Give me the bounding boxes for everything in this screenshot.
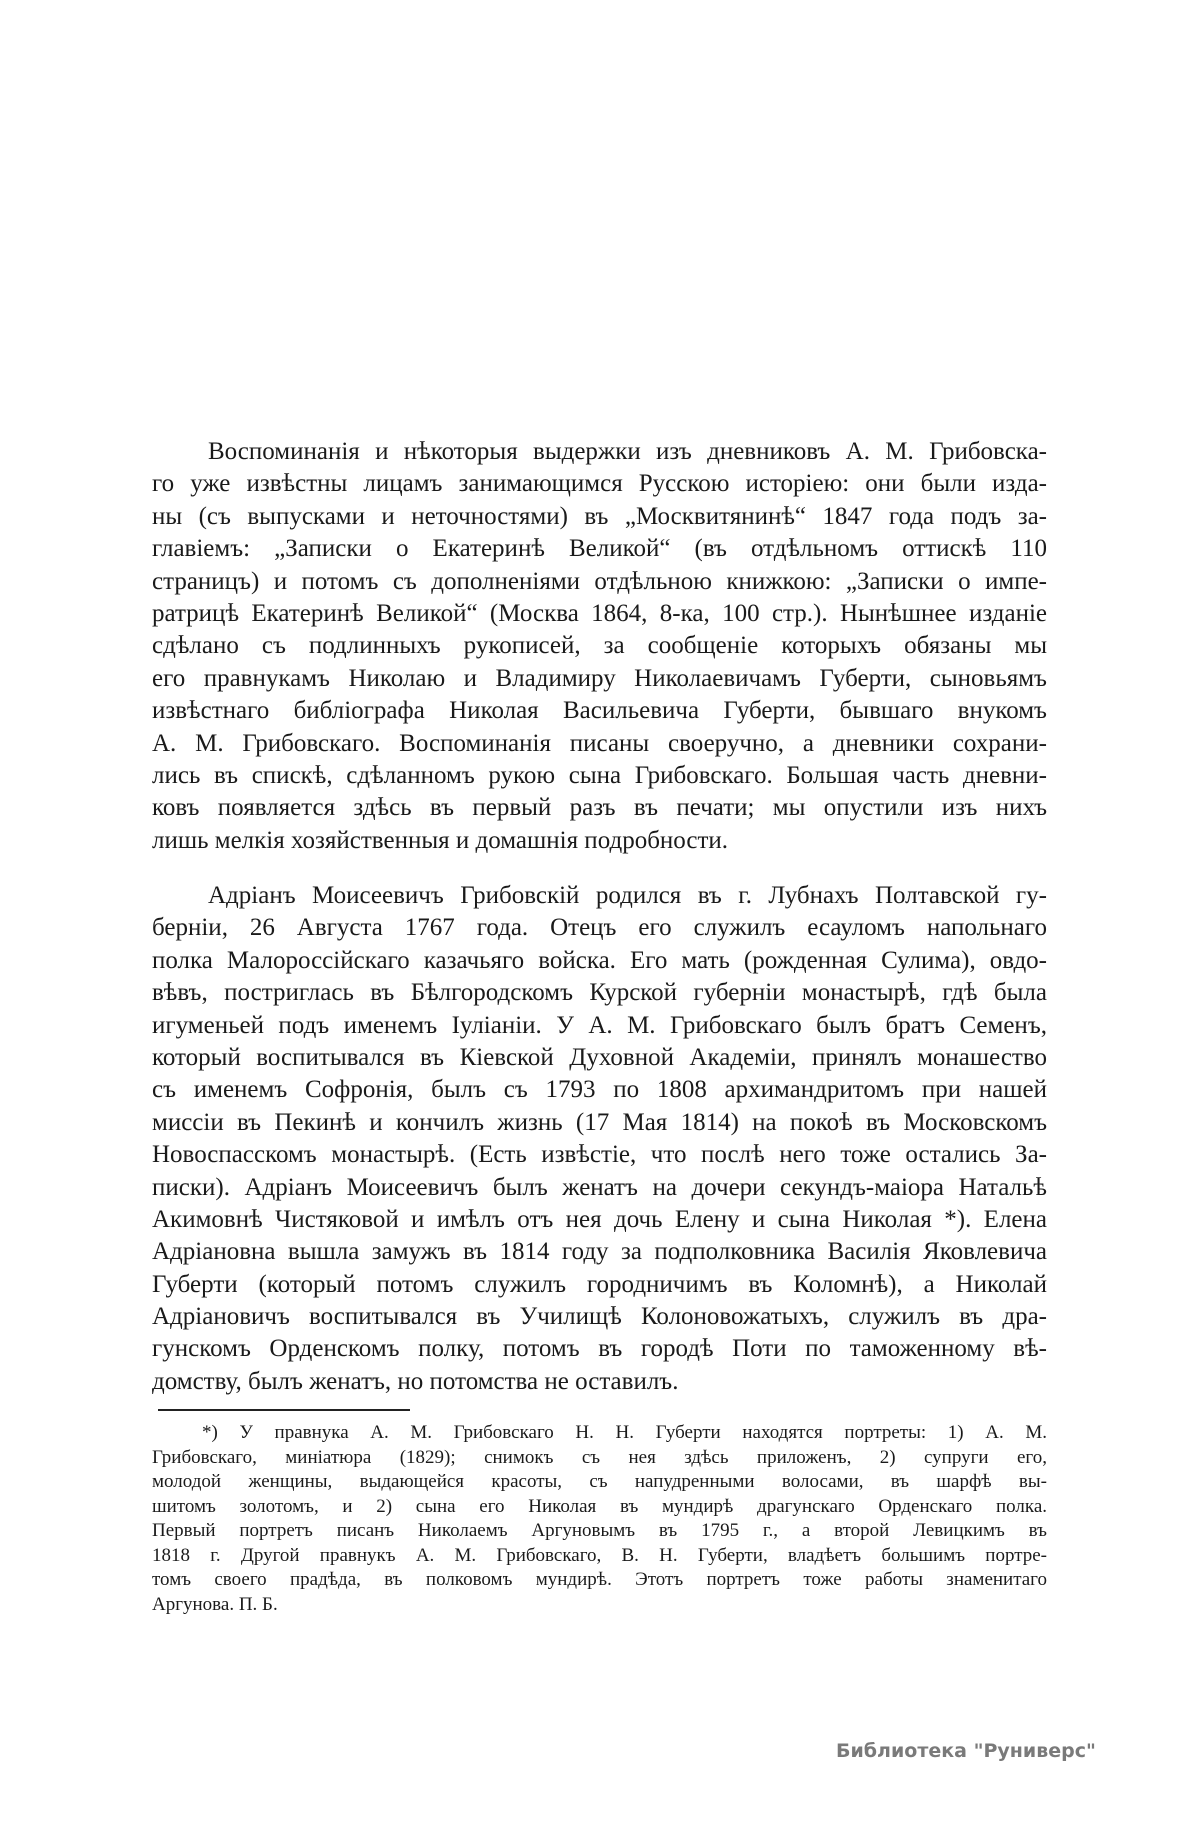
paragraph-intro-line: А. М. Грибовскаго. Воспоминанія писаны своеручно, а дневники сохрани- (152, 729, 1047, 757)
footnote-line: шитомъ золотомъ, и 2) сына его Николая въ мундирѣ драгунскаго Орденскаго полка. (152, 1495, 1047, 1517)
paragraph-biography-line: домству, былъ женатъ, но потомства не оставилъ. (152, 1367, 679, 1395)
paragraph-biography-line: игуменьей подъ именемъ Іуліаніи. У А. М. Грибовскаго былъ братъ Семенъ, (152, 1011, 1047, 1039)
paragraph-biography-line: Губерти (который потомъ служилъ городничимъ въ Коломнѣ), а Николай (152, 1270, 1047, 1298)
paragraph-biography-line: Новоспасскомъ монастырѣ. (Есть извѣстіе, что послѣ него тоже остались За- (152, 1141, 1047, 1169)
footnote-line: молодой женщины, выдающейся красоты, съ напудренными волосами, въ шарфѣ вы- (152, 1471, 1047, 1492)
paragraph-biography-line: писки). Адріанъ Моисеевичъ былъ женатъ на дочери секундъ-маіора Натальѣ (152, 1173, 1047, 1201)
footnote-line: Грибовскаго, миніатюра (1829); снимокъ съ нея здѣсь приложенъ, 2) супруги его, (152, 1446, 1047, 1468)
paragraph-intro-line: страницъ) и потомъ съ дополненіями отдѣльною книжкою: „Записки о импе- (152, 567, 1047, 595)
paragraph-intro-line: ратрицѣ Екатеринѣ Великой“ (Москва 1864, 8-ка, 100 стр.). Нынѣшнее изданіе (152, 599, 1047, 627)
paragraph-biography-line: Акимовнѣ Чистяковой и имѣлъ отъ нея дочь Елену и сына Николая *). Елена (152, 1205, 1047, 1233)
footnote-line: Аргунова. П. Б. (152, 1593, 278, 1615)
footnote-line: *) У правнука А. М. Грибовскаго Н. Н. Губерти находятся портреты: 1) А. М. (202, 1422, 1047, 1443)
paragraph-biography-line: который воспитывался въ Кіевской Духовной Академіи, принялъ монашество (152, 1043, 1047, 1071)
paragraph-biography-line: Адріановичъ воспитывался въ Училищѣ Колоновожатыхъ, служилъ въ дра- (152, 1303, 1047, 1331)
footnote (152, 1421, 1047, 1617)
paragraph-biography-line: полка Малороссійскаго казачьяго войска. Его мать (рожденная Сулима), овдо- (152, 946, 1047, 974)
paragraph-intro-line: извѣстнаго библіографа Николая Васильевича Губерти, бывшаго внукомъ (152, 697, 1047, 725)
paragraph-intro-line: го уже извѣстны лицамъ занимающимся Русскою исторіею: они были изда- (152, 470, 1047, 498)
paragraph-intro-line: лись въ спискѣ, сдѣланномъ рукою сына Грибовскаго. Большая часть дневни- (152, 761, 1047, 789)
paragraph-biography-line: Адріанъ Моисеевичъ Грибовскій родился въ г. Лубнахъ Полтавской гу- (208, 882, 1047, 909)
paragraph-intro-line: главіемъ: „Записки о Екатеринѣ Великой“ (въ отдѣльномъ оттискѣ 110 (152, 535, 1047, 563)
paragraph-biography-line: съ именемъ Софронія, былъ съ 1793 по 1808 архимандритомъ при нашей (152, 1076, 1047, 1104)
paragraph-biography-line: Адріановна вышла замужъ въ 1814 году за подполковника Василія Яковлевича (152, 1238, 1047, 1266)
paragraph-biography-line: гунскомъ Орденскомъ полку, потомъ въ городѣ Поти по таможенному вѣ- (152, 1335, 1047, 1363)
paragraph-intro-line: Воспоминанія и нѣкоторыя выдержки изъ дневниковъ А. М. Грибовска- (208, 438, 1047, 465)
library-watermark: Библиотека "Руниверс" (836, 1740, 1096, 1762)
paragraph-intro-line: лишь мелкія хозяйственныя и домашнія подробности. (152, 826, 729, 854)
footnote-line: Первый портретъ писанъ Николаемъ Аргуновымъ въ 1795 г., а второй Левицкимъ въ (152, 1520, 1047, 1541)
paragraph-intro-line: ны (съ выпусками и неточностями) въ „Москвитянинѣ“ 1847 года подъ за- (152, 502, 1047, 530)
paragraph-biography-line: вѣвъ, постриглась въ Бѣлгородскомъ Курской губерніи монастырѣ, гдѣ была (152, 979, 1047, 1007)
paragraph-biography (152, 880, 1047, 1398)
footnote-line: томъ своего прадѣда, въ полковомъ мундирѣ. Этотъ портретъ тоже работы знаменитаго (152, 1569, 1047, 1590)
paragraph-biography-line: берніи, 26 Августа 1767 года. Отецъ его служилъ есауломъ напольнаго (152, 914, 1047, 942)
footnote-line: 1818 г. Другой правнукъ А. М. Грибовскаго, В. Н. Губерти, владѣетъ большимъ портре- (152, 1544, 1047, 1566)
paragraph-intro (152, 436, 1047, 857)
paragraph-intro-line: ковъ появляется здѣсь въ первый разъ въ печати; мы опустили изъ нихъ (152, 794, 1047, 822)
footnote-divider (158, 1409, 410, 1411)
paragraph-intro-line: его правнукамъ Николаю и Владимиру Николаевичамъ Губерти, сыновьямъ (152, 664, 1047, 692)
paragraph-intro-line: сдѣлано съ подлинныхъ рукописей, за сообщеніе которыхъ обязаны мы (152, 632, 1047, 660)
paragraph-biography-line: миссіи въ Пекинѣ и кончилъ жизнь (17 Мая 1814) на покоѣ въ Московскомъ (152, 1108, 1047, 1136)
